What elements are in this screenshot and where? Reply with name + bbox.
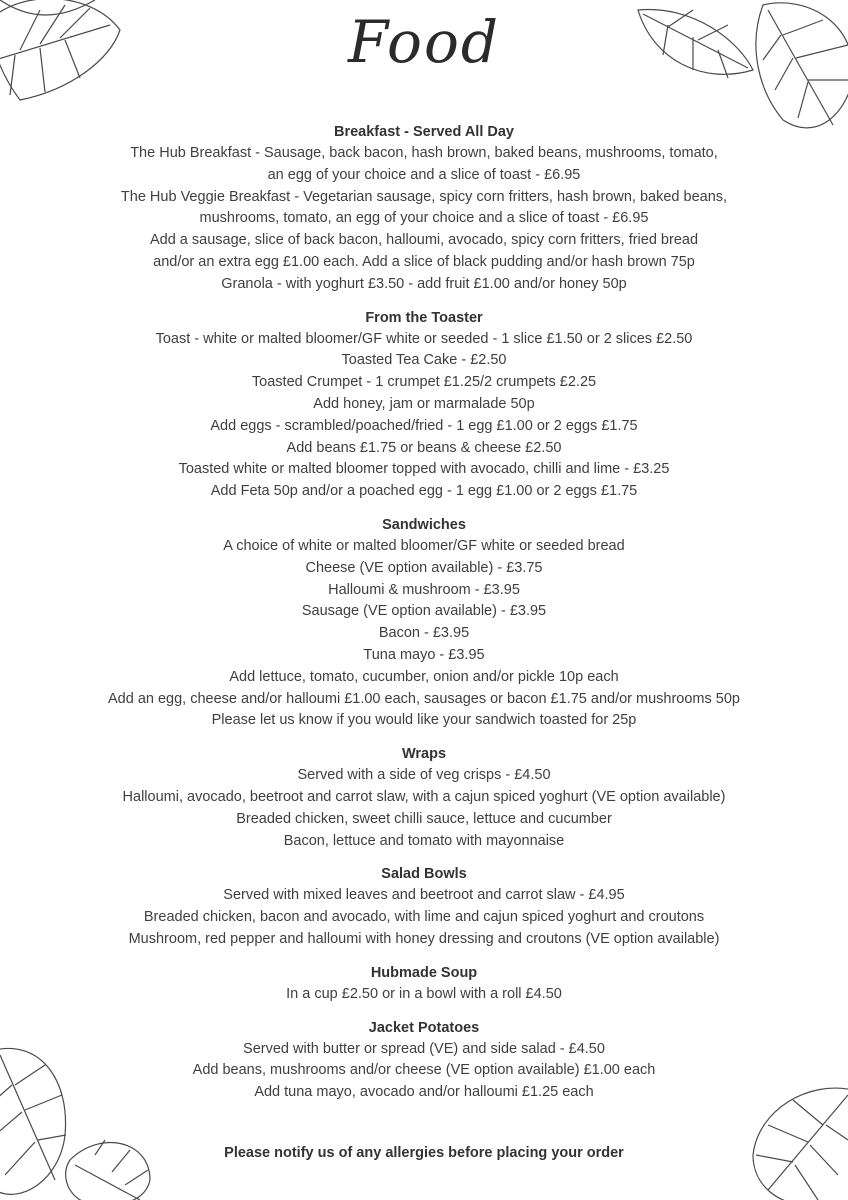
menu-line: an egg of your choice and a slice of toast - £6.95 — [267, 166, 581, 183]
menu-line: Toasted white or malted bloomer topped with avocado, chilli and lime - £3.25 — [178, 461, 670, 478]
menu-line: Served with butter or spread (VE) and side salad - £4.50 — [243, 1040, 605, 1057]
menu-line: Sausage (VE option available) - £3.95 — [301, 603, 547, 620]
page-title: Food — [347, 8, 501, 76]
menu-line: Add eggs - scrambled/poached/fried - 1 egg £1.00 or 2 eggs £1.75 — [210, 417, 638, 434]
menu-line: Add tuna mayo, avocado and/or halloumi £1.25 each — [254, 1084, 594, 1101]
menu-line: Granola - with yoghurt £3.50 - add fruit £1.00 and/or honey 50p — [221, 275, 627, 292]
menu-line: Halloumi & mushroom - £3.95 — [328, 581, 520, 598]
menu-line: A choice of white or malted bloomer/GF white or seeded bread — [223, 537, 625, 554]
menu-line: Halloumi, avocado, beetroot and carrot slaw, with a cajun spiced yoghurt (VE option available) — [122, 788, 726, 805]
menu-line: mushrooms, tomato, an egg of your choice and a slice of toast - £6.95 — [199, 210, 649, 227]
menu-line: Toasted Tea Cake - £2.50 — [341, 352, 507, 369]
menu-line: and/or an extra egg £1.00 each. Add a slice of black pudding and/or hash brown 75p — [153, 253, 695, 270]
menu-line: Add beans £1.75 or beans & cheese £2.50 — [286, 439, 562, 456]
menu-line: Toast - white or malted bloomer/GF white or seeded - 1 slice £1.50 or 2 slices £2.50 — [155, 330, 693, 347]
menu-line: Add beans, mushrooms and/or cheese (VE option available) £1.00 each — [192, 1062, 656, 1079]
menu-line: Mushroom, red pepper and halloumi with honey dressing and croutons (VE option available) — [128, 930, 720, 947]
menu-line: Breaded chicken, bacon and avocado, with lime and cajun spiced yoghurt and croutons — [143, 909, 705, 926]
section-heading: Salad Bowls — [381, 866, 467, 883]
menu-line: Add Feta 50p and/or a poached egg - 1 egg £1.00 or 2 eggs £1.75 — [210, 483, 638, 500]
menu-section-salad-bowls — [0, 863, 848, 950]
menu-line: Served with mixed leaves and beetroot and carrot slaw - £4.95 — [223, 887, 625, 904]
section-heading: Sandwiches — [382, 516, 466, 533]
menu-section-sandwiches — [0, 514, 848, 732]
section-heading: Jacket Potatoes — [368, 1019, 480, 1036]
menu-line: In a cup £2.50 or in a bowl with a roll £4.50 — [286, 985, 562, 1002]
allergy-notice: Please notify us of any allergies before placing your order — [224, 1145, 624, 1161]
menu-line: Served with a side of veg crisps - £4.50 — [297, 767, 551, 784]
menu-line: Add honey, jam or marmalade 50p — [313, 395, 535, 412]
menu-line: Add lettuce, tomato, cucumber, onion and/or pickle 10p each — [229, 668, 619, 685]
menu-line: Breaded chicken, sweet chilli sauce, lettuce and cucumber — [236, 810, 612, 827]
menu-section-soup — [0, 962, 848, 1006]
menu-line: Tuna mayo - £3.95 — [363, 646, 485, 663]
menu-section-breakfast — [0, 121, 848, 296]
menu-line: Bacon - £3.95 — [378, 625, 470, 642]
menu-line: Please let us know if you would like your sandwich toasted for 25p — [211, 712, 637, 729]
menu-section-toaster — [0, 307, 848, 503]
menu-line: Bacon, lettuce and tomato with mayonnaise — [283, 832, 565, 849]
menu-section-wraps — [0, 743, 848, 852]
menu-line: The Hub Breakfast - Sausage, back bacon, hash brown, baked beans, mushrooms, tomato, — [130, 145, 718, 161]
menu-line: Add a sausage, slice of back bacon, halloumi, avocado, spicy corn fritters, fried bread — [149, 232, 699, 249]
section-heading: Breakfast - Served All Day — [334, 124, 514, 140]
menu-line: The Hub Veggie Breakfast - Vegetarian sausage, spicy corn fritters, hash brown, baked beans, — [120, 188, 728, 205]
section-heading: Hubmade Soup — [370, 964, 478, 981]
menu-line: Cheese (VE option available) - £3.75 — [305, 559, 543, 576]
section-heading: From the Toaster — [365, 309, 483, 326]
menu-body — [0, 121, 848, 1104]
menu-line: Toasted Crumpet - 1 crumpet £1.25/2 crumpets £2.25 — [251, 374, 597, 391]
menu-section-jacket-potatoes — [0, 1017, 848, 1104]
menu-line: Add an egg, cheese and/or halloumi £1.00 each, sausages or bacon £1.75 and/or mushrooms 50p — [108, 690, 740, 707]
section-heading: Wraps — [401, 746, 447, 763]
